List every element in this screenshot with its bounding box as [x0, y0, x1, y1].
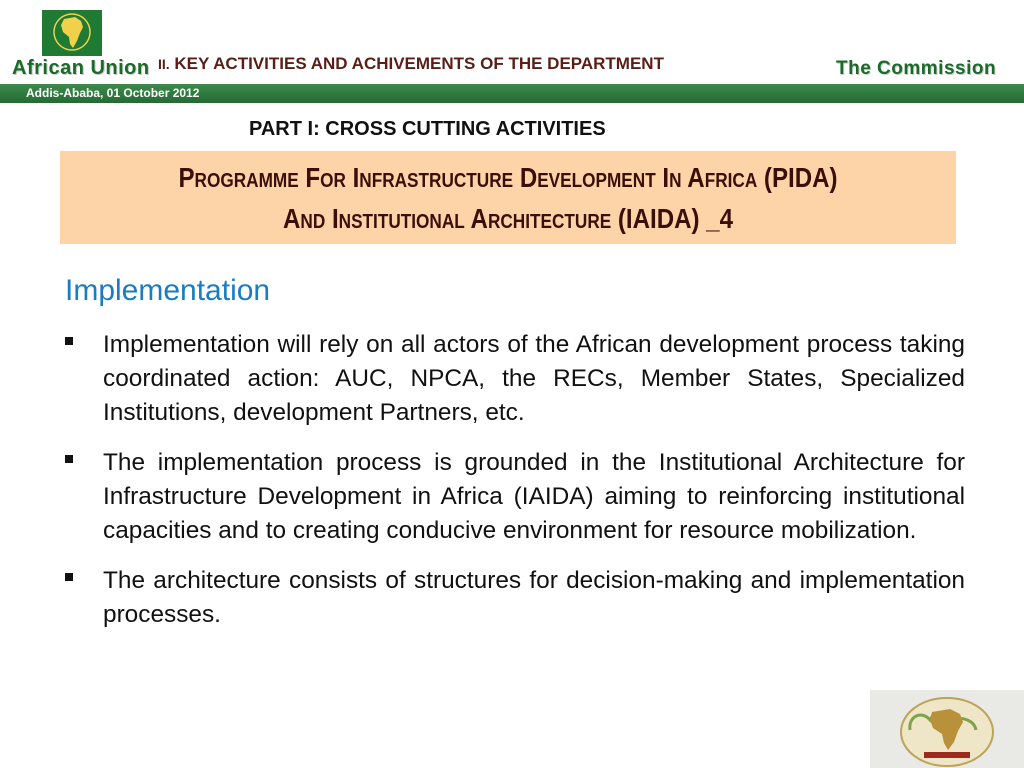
au-logo [42, 10, 102, 56]
bullet-text: Implementation will rely on all actors of the African development process taking coordinated action: AUC, NPCA, the RECs, Member States, Specialized Institutions, development Partners, etc. [103, 331, 965, 426]
section-title [158, 54, 664, 74]
bullet-marker-icon [65, 337, 73, 345]
bullet-text: The implementation process is grounded in the Institutional Architecture for Infrastructure Development in Africa (IAIDA) aiming to reinforcing institutional capacities and to creating conducive environment for resource mobilization. [103, 449, 965, 544]
bullet-text: The architecture consists of structures for decision-making and implementation processes. [103, 567, 965, 628]
bullet-marker-icon [65, 573, 73, 581]
section-title-text: KEY ACTIVITIES AND ACHIVEMENTS OF THE DEPARTMENT [174, 54, 664, 73]
list-item [65, 564, 965, 632]
banner-line-1: Programme For Infrastructure Development In Africa (PIDA) [178, 162, 838, 193]
bullet-list [65, 328, 965, 648]
header-bar [0, 84, 1024, 103]
au-emblem [870, 690, 1024, 768]
part-title: PART I: CROSS CUTTING ACTIVITIES [249, 118, 606, 140]
list-item [65, 328, 965, 430]
title-banner [60, 151, 956, 244]
au-emblem-icon [870, 690, 1024, 768]
banner-line-2: And Institutional Architecture (IAIDA) _4 [283, 203, 733, 234]
banner-title [123, 157, 894, 239]
bullet-marker-icon [65, 455, 73, 463]
location-date: Addis-Ababa, 01 October 2012 [26, 86, 200, 100]
commission-label: The Commission [836, 58, 997, 79]
section-number: II. [158, 56, 170, 72]
au-wordmark: African Union [12, 57, 150, 79]
list-item [65, 446, 965, 548]
africa-map-icon [42, 10, 102, 56]
section-heading: Implementation [65, 274, 271, 307]
